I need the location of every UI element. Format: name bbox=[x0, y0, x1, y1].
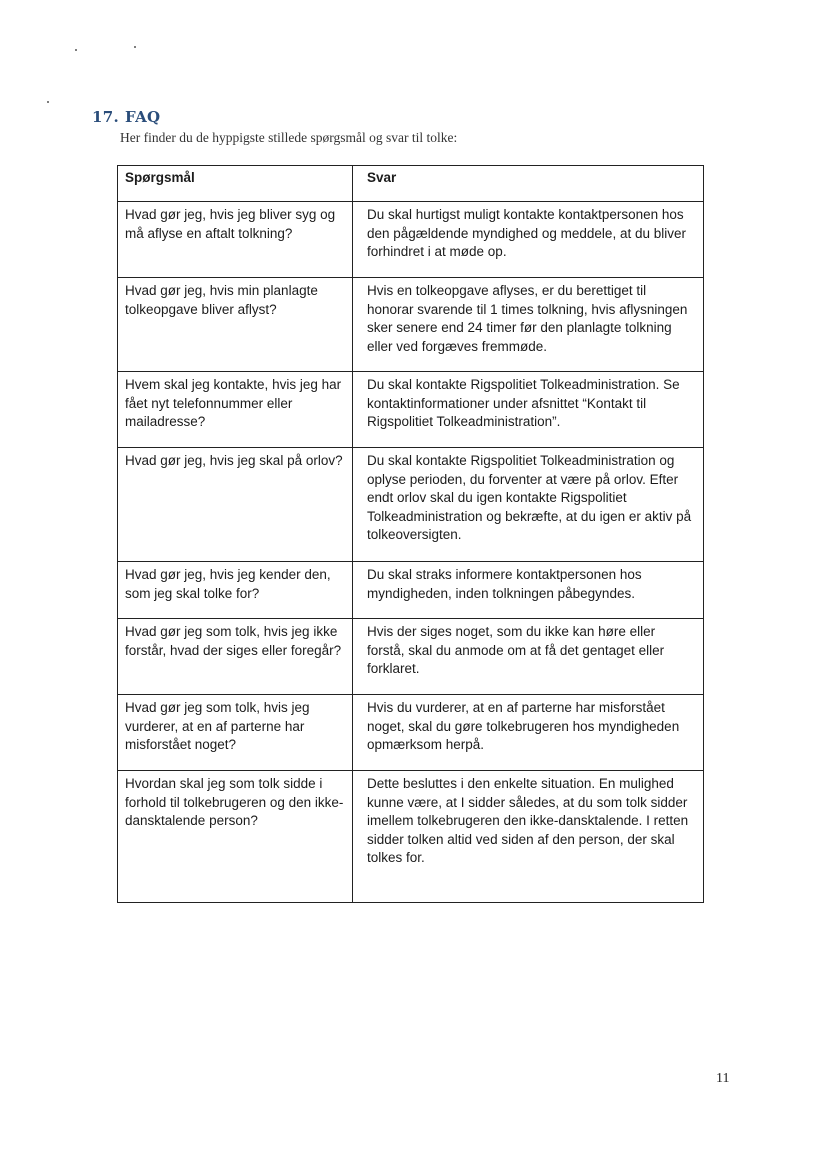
section-heading bbox=[92, 108, 160, 126]
answer-cell: Du skal kontakte Rigspolitiet Tolkeadministration og oplyse perioden, du forventer at være på orlov. Efter endt orlov skal du igen kontakte Rigspolitiet Tolkeadministration og bekræfte, at du igen er aktiv på tolkeoversigten. bbox=[353, 448, 704, 562]
answer-cell: Dette besluttes i den enkelte situation. En mulighed kunne være, at I sidder således, at du som tolk sidder imellem tolkebrugeren den ikke-dansktalende. I retten sidder tolken altid ved siden af den person, der skal tolkes for. bbox=[353, 771, 704, 903]
intro-text: Her finder du de hyppigste stillede spørgsmål og svar til tolke: bbox=[120, 130, 458, 145]
page-number: 11 bbox=[716, 1071, 730, 1086]
table-row bbox=[118, 771, 704, 903]
answer-header: Svar bbox=[353, 166, 704, 202]
question-cell: Hvad gør jeg, hvis jeg bliver syg og må aflyse en aftalt tolkning? bbox=[118, 202, 353, 278]
faq-table bbox=[117, 165, 704, 903]
question-header: Spørgsmål bbox=[118, 166, 353, 202]
section-title: FAQ bbox=[125, 108, 161, 126]
answer-cell: Hvis du vurderer, at en af parterne har misforstået noget, skal du gøre tolkebrugeren hos myndigheden opmærksom herpå. bbox=[353, 695, 704, 771]
question-cell: Hvordan skal jeg som tolk sidde i forhold til tolkebrugeren og den ikke-dansktalende person? bbox=[118, 771, 353, 903]
table-row bbox=[118, 448, 704, 562]
table-row bbox=[118, 562, 704, 619]
scan-speck bbox=[75, 49, 77, 51]
scan-speck bbox=[134, 46, 136, 48]
answer-cell: Du skal straks informere kontaktpersonen hos myndigheden, inden tolkningen påbegyndes. bbox=[353, 562, 704, 619]
question-cell: Hvad gør jeg, hvis jeg skal på orlov? bbox=[118, 448, 353, 562]
table-row bbox=[118, 619, 704, 695]
question-cell: Hvem skal jeg kontakte, hvis jeg har fået nyt telefonnummer eller mailadresse? bbox=[118, 372, 353, 448]
question-cell: Hvad gør jeg, hvis min planlagte tolkeopgave bliver aflyst? bbox=[118, 278, 353, 372]
question-cell: Hvad gør jeg som tolk, hvis jeg ikke forstår, hvad der siges eller foregår? bbox=[118, 619, 353, 695]
table-row bbox=[118, 278, 704, 372]
scan-speck bbox=[47, 101, 49, 103]
table-row bbox=[118, 695, 704, 771]
answer-cell: Hvis en tolkeopgave aflyses, er du berettiget til honorar svarende til 1 times tolkning, hvis aflysningen sker senere end 24 timer før den planlagte tolkning eller ved forgæves fremmøde. bbox=[353, 278, 704, 372]
table-header-row bbox=[118, 166, 704, 202]
question-cell: Hvad gør jeg, hvis jeg kender den, som jeg skal tolke for? bbox=[118, 562, 353, 619]
table-row bbox=[118, 372, 704, 448]
answer-cell: Hvis der siges noget, som du ikke kan høre eller forstå, skal du anmode om at få det gentaget eller forklaret. bbox=[353, 619, 704, 695]
answer-cell: Du skal kontakte Rigspolitiet Tolkeadministration. Se kontaktinformationer under afsnittet “Kontakt til Rigspolitiet Tolkeadministration”. bbox=[353, 372, 704, 448]
table-row bbox=[118, 202, 704, 278]
answer-cell: Du skal hurtigst muligt kontakte kontaktpersonen hos den pågældende myndighed og meddele, at du bliver forhindret i at møde op. bbox=[353, 202, 704, 278]
section-number: 17. bbox=[92, 108, 119, 126]
question-cell: Hvad gør jeg som tolk, hvis jeg vurderer, at en af parterne har misforstået noget? bbox=[118, 695, 353, 771]
